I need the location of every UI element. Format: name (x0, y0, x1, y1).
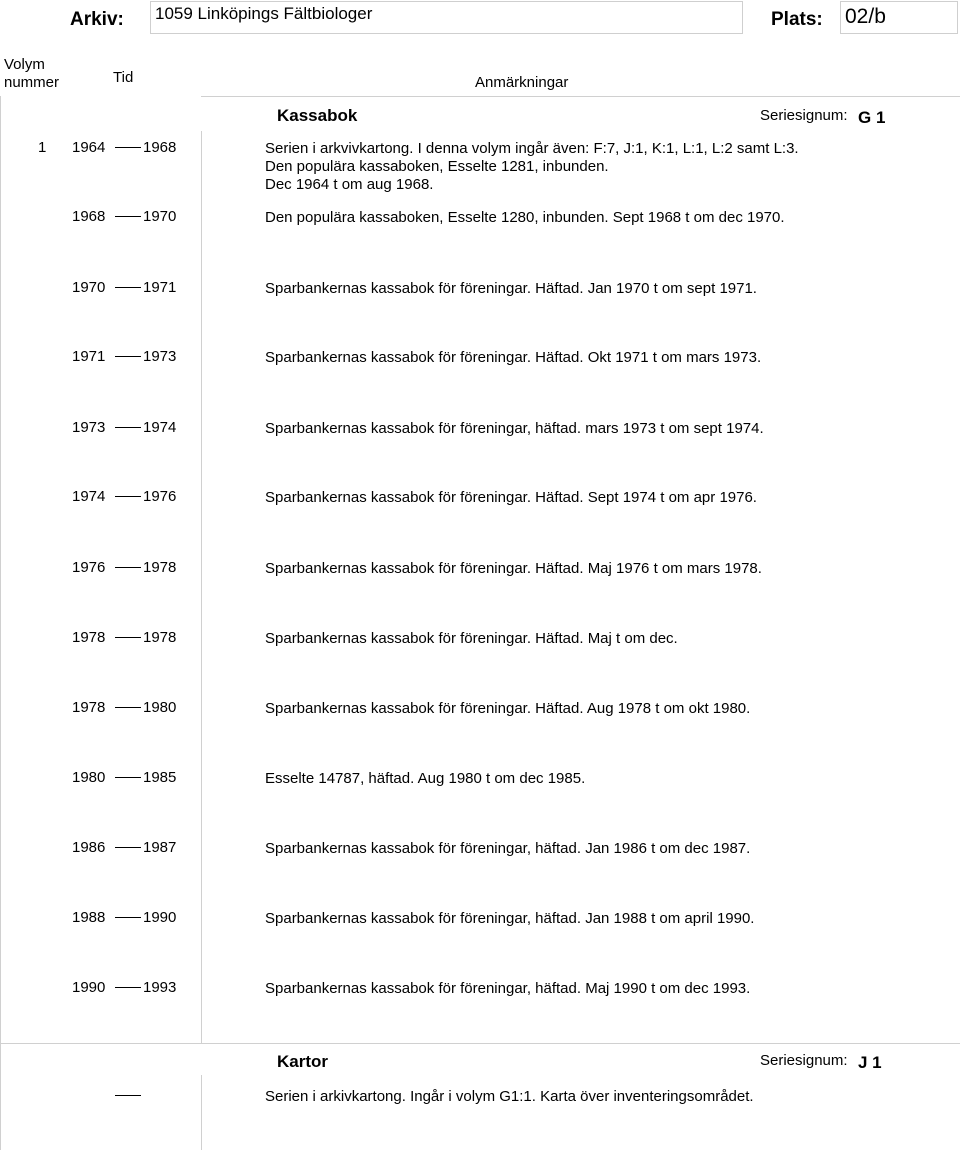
remark-line: Sparbankernas kassabok för föreningar, häftad. Jan 1988 t om april 1990. (265, 910, 755, 927)
remark-line: Sparbankernas kassabok för föreningar, häftad. Jan 1986 t om dec 1987. (265, 840, 751, 857)
tid-range-dash (115, 707, 141, 708)
section-title-kassabok: Kassabok (277, 106, 358, 125)
tid-from: 1978 (72, 629, 106, 646)
tid-range-dash (115, 637, 141, 638)
remark-line: Den populära kassaboken, Esselte 1281, inbunden. (265, 158, 609, 175)
tid-to: 1974 (143, 419, 177, 436)
tid-from: 1970 (72, 279, 106, 296)
tid-range-dash (115, 287, 141, 288)
tid-from: 1978 (72, 699, 106, 716)
column-header-volym (4, 56, 59, 92)
section-title-kartor: Kartor (277, 1052, 329, 1071)
tid-range-dash (115, 847, 141, 848)
plats-label: Plats: (771, 9, 823, 30)
tid-from: 1973 (72, 419, 106, 436)
tid-to: 1978 (143, 629, 177, 646)
tid-range-dash (115, 427, 141, 428)
plats-field[interactable]: 02/b (840, 1, 958, 34)
remark-line: Sparbankernas kassabok för föreningar, häftad. mars 1973 t om sept 1974. (265, 420, 764, 437)
seriesignum-label-2: Seriesignum: (760, 1052, 848, 1069)
tid-to: 1993 (143, 979, 177, 996)
tid-from: 1990 (72, 979, 106, 996)
section-divider (0, 1043, 960, 1044)
remark-line: Sparbankernas kassabok för föreningar. Häftad. Sept 1974 t om apr 1976. (265, 489, 757, 506)
tid-from: 1976 (72, 559, 106, 576)
left-border (0, 96, 1, 1150)
tid-to: 1976 (143, 488, 177, 505)
seriesignum-label: Seriesignum: (760, 107, 848, 124)
tid-range-dash (115, 1095, 141, 1096)
remark-line: Sparbankernas kassabok för föreningar. Häftad. Aug 1978 t om okt 1980. (265, 700, 751, 717)
remark-line: Dec 1964 t om aug 1968. (265, 176, 434, 193)
remark-line: Sparbankernas kassabok för föreningar. Häftad. Maj 1976 t om mars 1978. (265, 560, 762, 577)
arkiv-label: Arkiv: (70, 9, 124, 30)
remark-line: Esselte 14787, häftad. Aug 1980 t om dec 1985. (265, 770, 586, 787)
tid-column-divider-2 (201, 1075, 202, 1150)
tid-from: 1974 (72, 488, 106, 505)
tid-from: 1968 (72, 208, 106, 225)
tid-from: 1986 (72, 839, 106, 856)
remark-line: Serien i arkivkartong. Ingår i volym G1:1. Karta över inventeringsområdet. (265, 1088, 754, 1105)
tid-range-dash (115, 917, 141, 918)
remark-line: Sparbankernas kassabok för föreningar. Häftad. Okt 1971 t om mars 1973. (265, 349, 762, 366)
tid-range-dash (115, 987, 141, 988)
seriesignum-value-2: J 1 (858, 1053, 882, 1072)
tid-from: 1971 (72, 348, 106, 365)
tid-to: 1968 (143, 139, 177, 156)
tid-range-dash (115, 496, 141, 497)
tid-to: 1970 (143, 208, 177, 225)
tid-range-dash (115, 147, 141, 148)
arkiv-field[interactable]: 1059 Linköpings Fältbiologer (150, 1, 743, 34)
tid-from: 1964 (72, 139, 106, 156)
tid-to: 1973 (143, 348, 177, 365)
tid-range-dash (115, 567, 141, 568)
tid-to: 1990 (143, 909, 177, 926)
remark-line: Sparbankernas kassabok för föreningar, häftad. Maj 1990 t om dec 1993. (265, 980, 751, 997)
tid-range-dash (115, 777, 141, 778)
column-header-anmarkningar: Anmärkningar (475, 74, 569, 91)
tid-from: 1980 (72, 769, 106, 786)
remark-line: Sparbankernas kassabok för föreningar. Häftad. Maj t om dec. (265, 630, 678, 647)
tid-to: 1971 (143, 279, 177, 296)
remark-line: Den populära kassaboken, Esselte 1280, inbunden. Sept 1968 t om dec 1970. (265, 209, 785, 226)
tid-to: 1980 (143, 699, 177, 716)
remark-line: Sparbankernas kassabok för föreningar. Häftad. Jan 1970 t om sept 1971. (265, 280, 757, 297)
tid-to: 1987 (143, 839, 177, 856)
tid-to: 1978 (143, 559, 177, 576)
tid-range-dash (115, 356, 141, 357)
column-header-tid: Tid (113, 69, 134, 86)
column-header-volym-line2: nummer (4, 74, 60, 91)
tid-range-dash (115, 216, 141, 217)
seriesignum-value: G 1 (858, 108, 886, 127)
tid-to: 1985 (143, 769, 177, 786)
tid-column-divider (201, 131, 202, 1043)
volym-number: 1 (38, 139, 47, 156)
tid-from: 1988 (72, 909, 106, 926)
remark-line: Serien i arkvivkartong. I denna volym ingår även: F:7, J:1, K:1, L:1, L:2 samt L:3. (265, 140, 799, 157)
header-divider (201, 96, 960, 97)
column-header-volym-line1: Volym (4, 56, 45, 73)
